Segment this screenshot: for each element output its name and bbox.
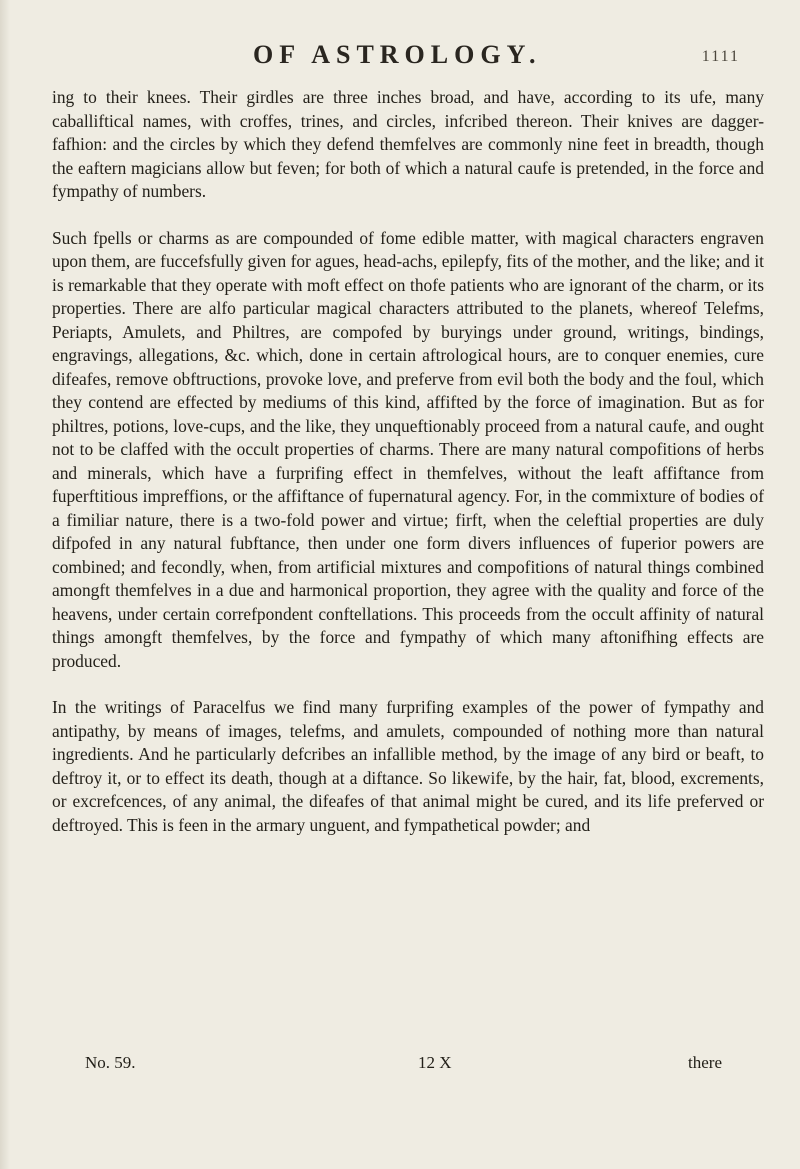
running-title: OF ASTROLOGY. <box>253 40 542 69</box>
paragraph-1: ing to their knees. Their girdles are three inches broad, and have, according to its ufe, many caballiftical names, with croffes, trines, and circles, infcribed thereon. Their knives are dagger-fafhion: and the circles by which they defend themfelves are commonly nine feet in breadth, though the eaftern magicians allow but feven; for both of which a natural caufe is pretended, in the force and fympathy of numbers. <box>52 87 764 201</box>
page-number: 1111 <box>701 48 740 65</box>
body-text <box>52 86 764 837</box>
issue-number: No. 59. <box>85 1053 136 1072</box>
page-header <box>78 40 740 74</box>
signature-mark: 12 X <box>418 1053 452 1072</box>
page-footer <box>85 1053 740 1079</box>
paragraph-3: In the writings of Paracelfus we find many furprifing examples of the power of fympathy and antipathy, by means of images, telefms, and amulets, compounded of nothing more than natural ingredients. And he particularly defcribes an infallible method, by the image of any bird or beaft, to deftroy it, or to effect its death, though at a diftance. So likewife, by the hair, fat, blood, excrements, or excrefcences, of any animal, the difeafes of that animal might be cured, and its life preferved or deftroyed. This is feen in the armary unguent, and fympathetical powder; and <box>52 697 764 835</box>
page-gutter-shadow <box>0 0 10 1169</box>
catchword: there <box>688 1053 722 1072</box>
paragraph-2: Such fpells or charms as are compounded of fome edible matter, with magical characters engraven upon them, are fuccefsfully given for agues, head-achs, epilepfy, fits of the mother, and the like; and it is remarkable that they operate with moft effect on thofe patients who are ignorant of the charm, or its properties. There are alfo particular magical characters attributed to the planets, whereof Telefms, Periapts, Amulets, and Philtres, are compofed by buryings under ground, writings, bindings, engravings, allegations, &c. which, done in certain aftrological hours, are to conquer enemies, cure difeafes, remove obftructions, provoke love, and preferve from evil both the body and the foul, which they contend are effected by mediums of this kind, affifted by the force of imagination. But as for philtres, potions, love-cups, and the like, they unqueftionably proceed from a natural caufe, and ought not to be claffed with the occult properties of charms. There are many natural compofitions of herbs and minerals, which have a furprifing effect in themfelves, without the leaft affiftance from fuperftitious impreffions, or the affiftance of fupernatural agency. For, in the commixture of bodies of a fimiliar nature, there is a two-fold power and virtue; firft, when the celeftial properties are duly difpofed in any natural fubftance, then under one form divers influences of fuperior powers are combined; and fecondly, when, from artificial mixtures and compofitions of natural things combined amongft themfelves in a due and harmonical proportion, they agree with the quality and force of the heavens, under certain correfpondent conftellations. This proceeds from the occult affinity of natural things amongft themfelves, by the force and fympathy of which many aftonifhing effects are produced. <box>52 227 764 671</box>
